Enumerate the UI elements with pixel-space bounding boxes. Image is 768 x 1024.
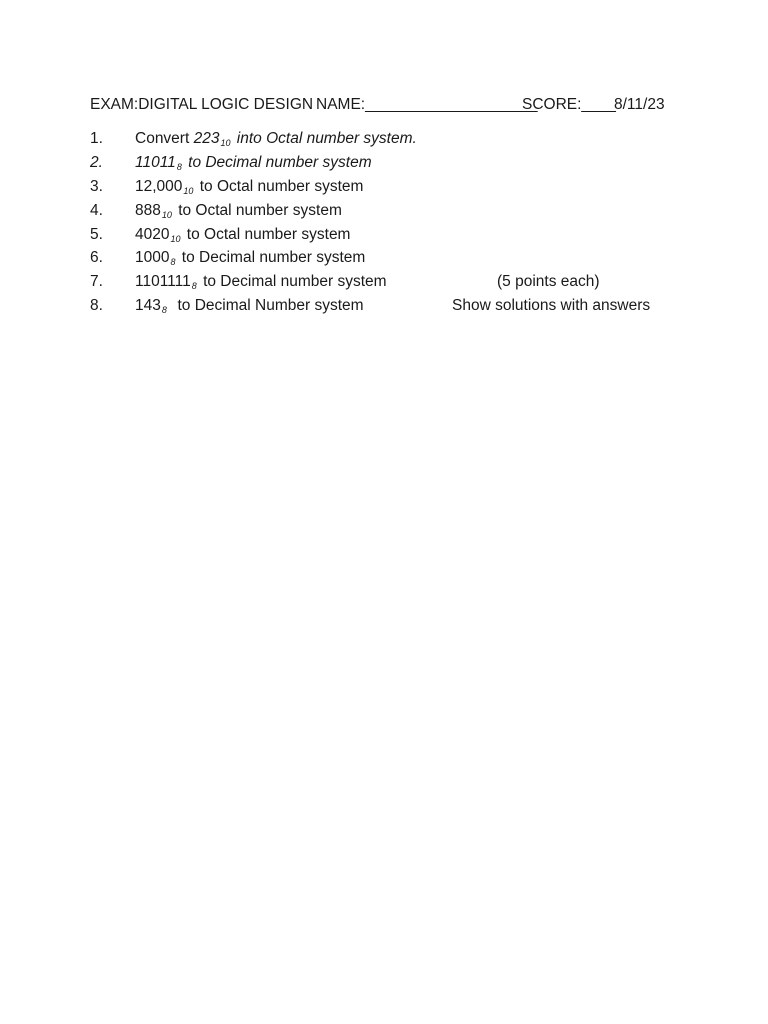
question-number: 6. <box>90 249 103 266</box>
question-number: 5. <box>90 226 103 243</box>
question-value: 223 <box>193 130 220 147</box>
question-2 <box>90 152 690 174</box>
question-base: 8 <box>170 257 176 267</box>
question-base: 10 <box>161 210 172 220</box>
question-base: 8 <box>191 281 197 291</box>
question-6 <box>90 247 690 269</box>
question-text: $4020_{10}$ to Octal number system <box>135 226 351 244</box>
question-number: 3. <box>90 178 103 195</box>
question-7 <box>90 271 690 293</box>
name-field: NAME:____________________ <box>316 96 538 113</box>
question-1 <box>90 128 690 150</box>
question-text: $1101111_8$ to Decimal number system <box>135 273 387 291</box>
question-base: 8 <box>176 162 182 172</box>
question-number: 8. <box>90 297 103 314</box>
points-note: (5 points each) <box>497 273 600 290</box>
question-5 <box>90 224 690 246</box>
instructions-note: Show solutions with answers <box>452 297 651 314</box>
question-3 <box>90 176 690 198</box>
question-number: 2. <box>90 154 103 171</box>
question-value: 11011 <box>135 154 176 171</box>
question-text: $888_{10}$ to Octal number system <box>135 202 342 220</box>
question-number: 1. <box>90 130 103 147</box>
question-text: $11011_8$ to Decimal number system <box>135 154 372 172</box>
question-value: 4020 <box>135 226 170 243</box>
exam-header <box>90 95 690 115</box>
question-value: 1101111 <box>135 273 191 290</box>
question-base: 10 <box>183 186 194 196</box>
question-4 <box>90 200 690 222</box>
question-value: 12,000 <box>135 178 183 195</box>
question-text: $143_8$ to Decimal Number system <box>135 297 364 315</box>
question-number: 4. <box>90 202 103 219</box>
question-base: 10 <box>220 138 231 148</box>
question-text: $12,000_{10}$ to Octal number system <box>135 178 364 196</box>
score-field: SCORE:____ <box>522 96 616 113</box>
question-base: 8 <box>161 305 167 315</box>
question-base: 10 <box>170 234 181 244</box>
exam-title: EXAM:DIGITAL LOGIC DESIGN <box>90 96 314 113</box>
question-value: 888 <box>135 202 161 219</box>
question-value: 1000 <box>135 249 170 266</box>
question-text: $1000_8$ to Decimal number system <box>135 249 366 267</box>
question-8 <box>90 295 690 317</box>
question-value: 143 <box>135 297 161 314</box>
question-text: Convert $223_{10}$ into Octal number system. <box>135 130 417 148</box>
question-number: 7. <box>90 273 103 290</box>
exam-date: 8/11/23 <box>614 96 665 113</box>
